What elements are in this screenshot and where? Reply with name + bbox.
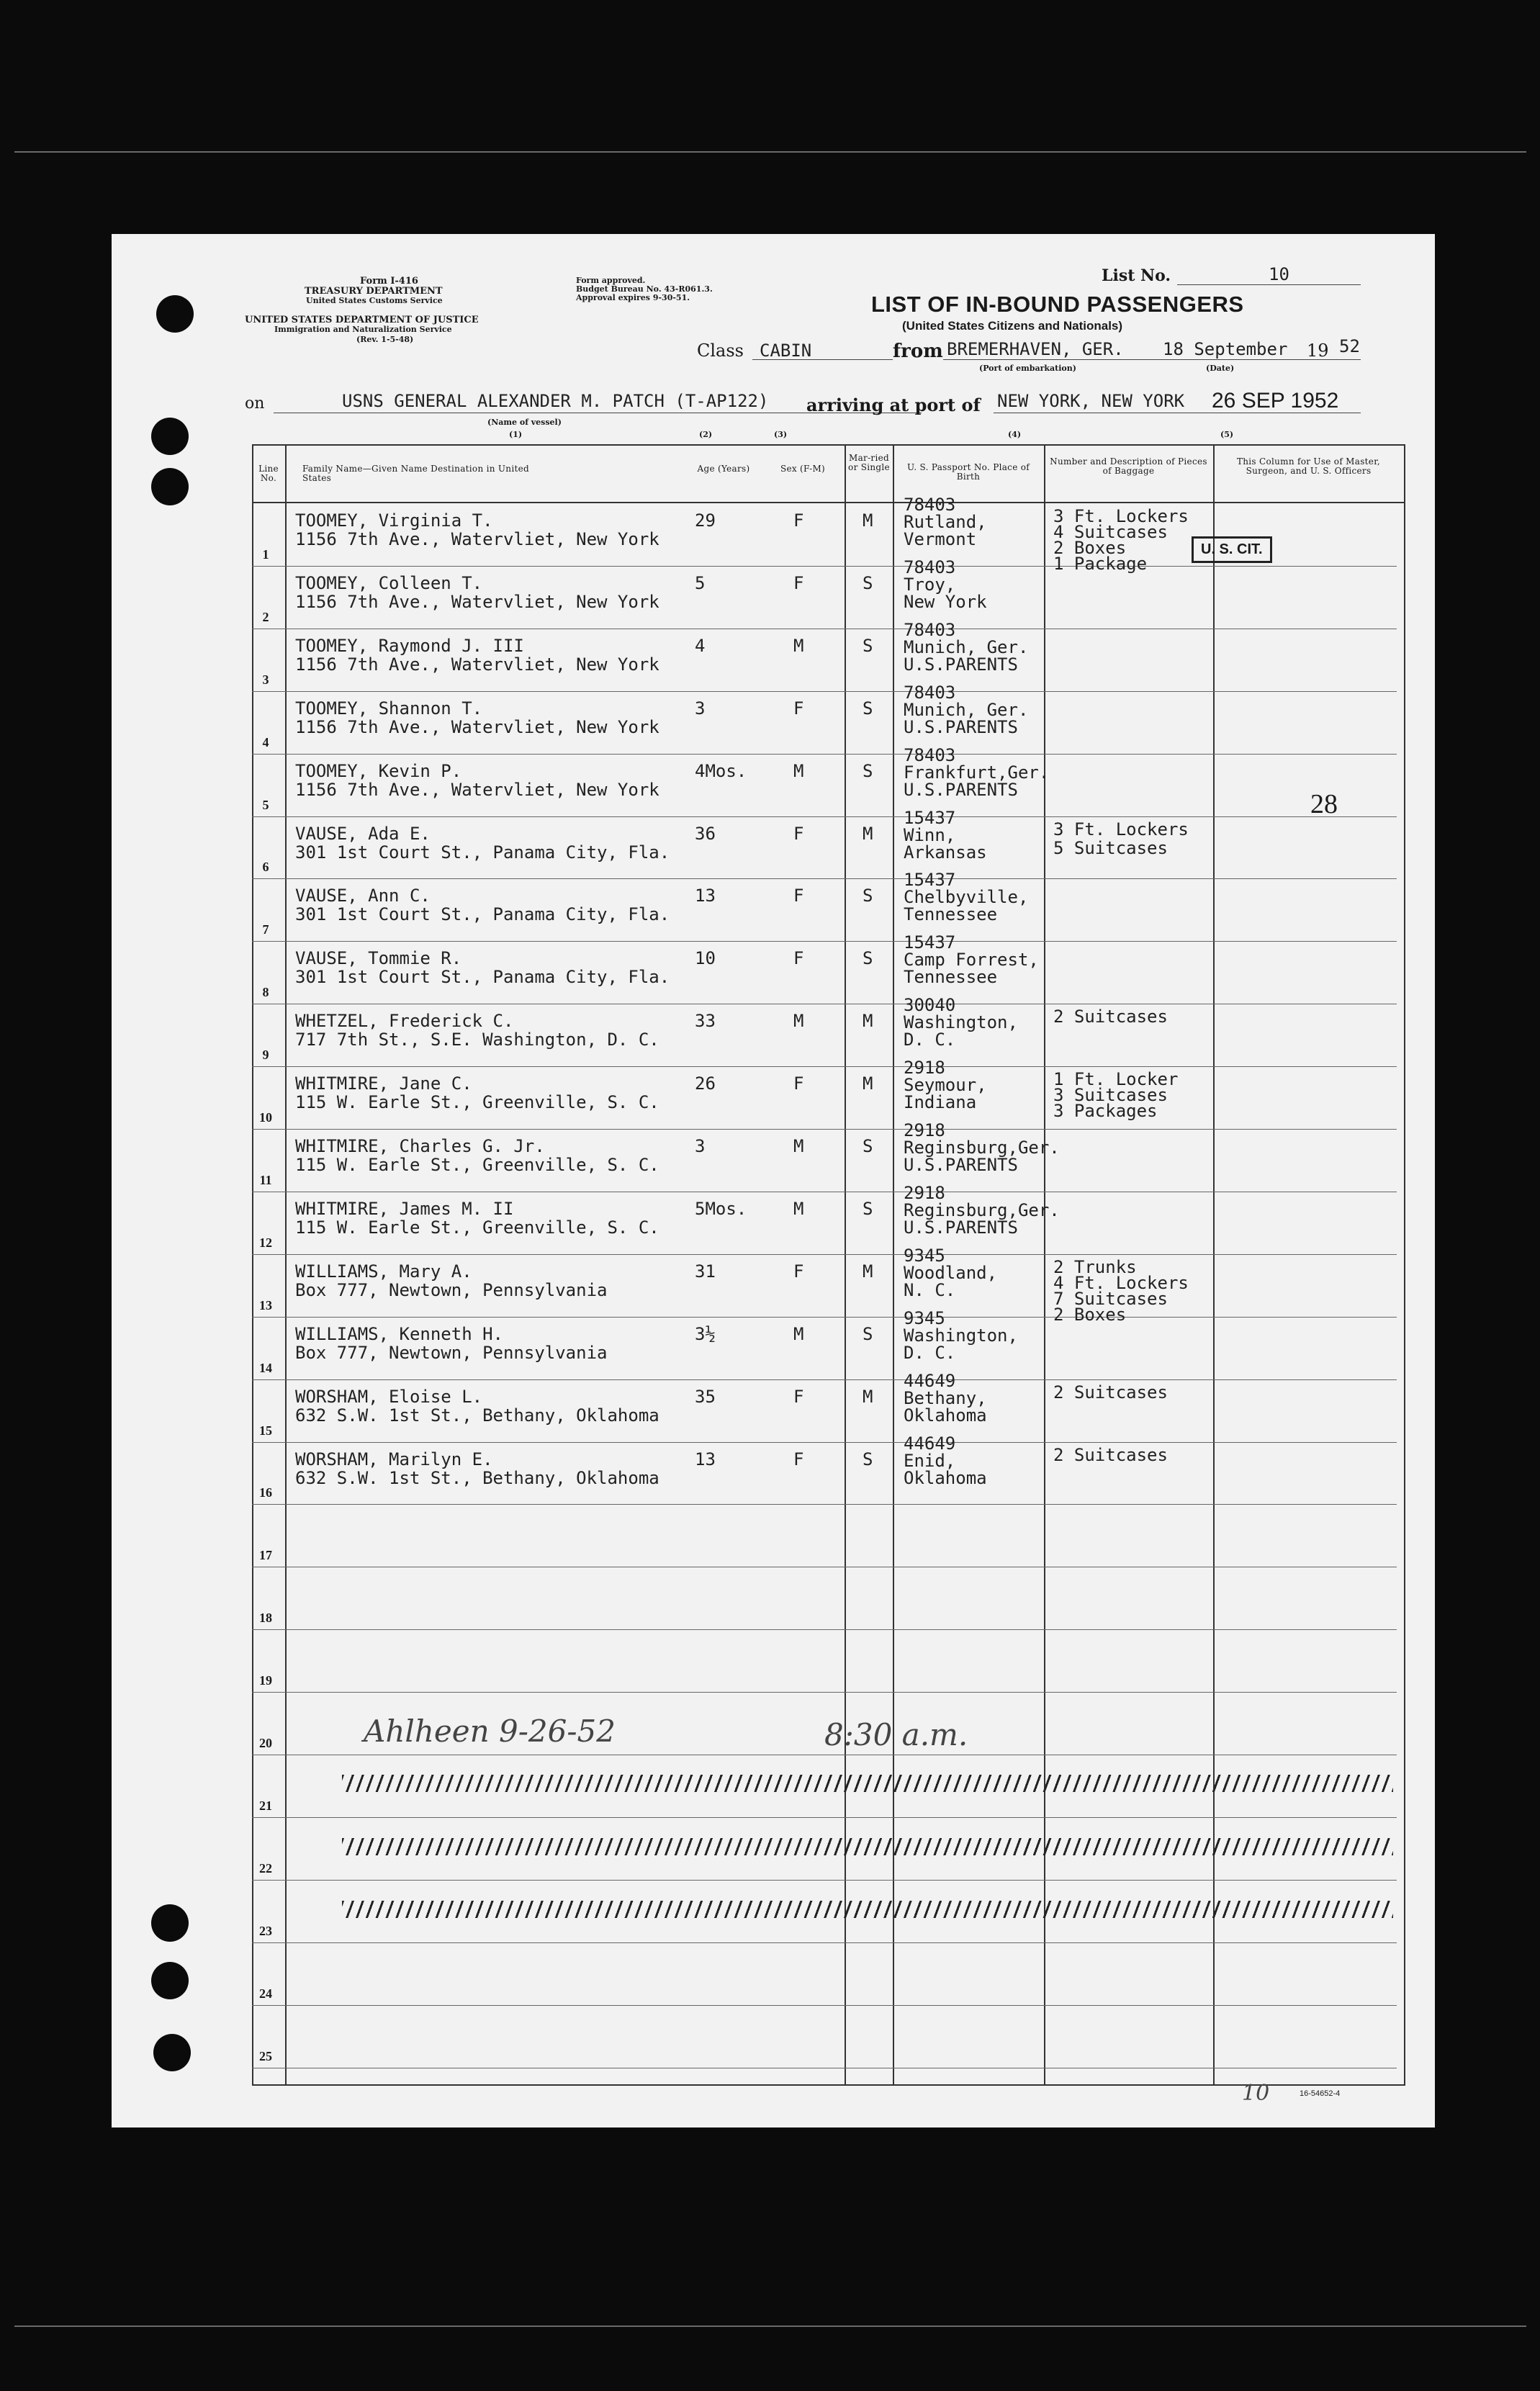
- line-number: 3: [262, 672, 269, 687]
- marital-status: M: [863, 824, 873, 844]
- line-number: 25: [259, 2049, 272, 2063]
- row-divider: [252, 1254, 1397, 1255]
- passport-number: 15437: [904, 932, 956, 953]
- class-value: CABIN: [760, 341, 812, 361]
- row-divider: [252, 2005, 1397, 2006]
- marital-status: S: [863, 698, 873, 719]
- passenger-name: VAUSE, Tommie R.: [295, 948, 462, 968]
- passport-number: 44649: [904, 1371, 956, 1391]
- passenger-address: 115 W. Earle St., Greenville, S. C.: [295, 1217, 659, 1238]
- row-divider: [252, 1442, 1397, 1443]
- birth-place: Woodland,: [904, 1263, 998, 1283]
- list-no-label: List No.: [1102, 266, 1171, 285]
- passenger-sex: M: [793, 1136, 804, 1156]
- punch-hole: [153, 2034, 191, 2071]
- passenger-age: 13: [695, 886, 716, 906]
- col-num-3: (3): [774, 430, 788, 439]
- passenger-sex: F: [793, 1261, 804, 1282]
- birth-place-detail: Vermont: [904, 529, 977, 549]
- passenger-address: 1156 7th Ave., Watervliet, New York: [295, 529, 659, 549]
- corner-number: 10: [1242, 2081, 1270, 2106]
- cancel-hatch-line-18: [342, 1838, 1393, 1855]
- passport-number: 2918: [904, 1120, 945, 1140]
- header-married: Mar-ried or Single: [848, 453, 890, 472]
- birth-place-detail: Oklahoma: [904, 1468, 987, 1488]
- birth-place: Reginsburg,Ger.: [904, 1200, 1060, 1220]
- passenger-sex: M: [793, 761, 804, 781]
- line-number: 16: [259, 1485, 272, 1500]
- marital-status: S: [863, 886, 873, 906]
- birth-place: Bethany,: [904, 1388, 987, 1408]
- passenger-age: 3: [695, 698, 706, 719]
- header-name: Family Name—Given Name Destination in United States: [302, 464, 529, 483]
- birth-place: Camp Forrest,: [904, 950, 1039, 970]
- birth-place-detail: U.S.PARENTS: [904, 1155, 1018, 1175]
- passport-number: 44649: [904, 1433, 956, 1454]
- ins-service: Immigration and Naturalization Service: [274, 325, 452, 334]
- passenger-age: 33: [695, 1011, 716, 1031]
- passenger-sex: F: [793, 1387, 804, 1407]
- line-number: 6: [262, 860, 269, 874]
- marital-status: S: [863, 1199, 873, 1219]
- baggage-item: 2 Boxes: [1053, 538, 1127, 558]
- passenger-age: 3½: [695, 1324, 716, 1344]
- line-number: 13: [259, 1298, 272, 1312]
- row-divider: [252, 691, 1397, 692]
- row-divider: [252, 566, 1397, 567]
- passenger-table: [245, 234, 1400, 2120]
- punch-hole: [151, 468, 189, 505]
- marital-status: S: [863, 1136, 873, 1156]
- passenger-name: TOOMEY, Virginia T.: [295, 510, 493, 531]
- passenger-name: TOOMEY, Raymond J. III: [295, 636, 524, 656]
- line-number: 22: [259, 1861, 272, 1876]
- baggage-item: 3 Ft. Lockers: [1053, 506, 1189, 526]
- row-divider: [252, 1317, 1397, 1318]
- passport-number: 30040: [904, 995, 956, 1015]
- passenger-address: 301 1st Court St., Panama City, Fla.: [295, 842, 670, 863]
- passenger-address: Box 777, Newtown, Pennsylvania: [295, 1343, 608, 1363]
- marital-status: S: [863, 573, 873, 593]
- line-number: 12: [259, 1235, 272, 1250]
- passport-number: 15437: [904, 808, 956, 828]
- passenger-name: WORSHAM, Eloise L.: [295, 1387, 483, 1407]
- table-bottom-border: [252, 2084, 1404, 2086]
- embarkation-date: 18 September: [1163, 339, 1288, 359]
- birth-place-detail: Oklahoma: [904, 1405, 987, 1426]
- passenger-address: 115 W. Earle St., Greenville, S. C.: [295, 1155, 659, 1175]
- passenger-name: WHETZEL, Frederick C.: [295, 1011, 514, 1031]
- treasury-dept: TREASURY DEPARTMENT: [305, 286, 443, 297]
- birth-place-detail: U.S.PARENTS: [904, 654, 1018, 675]
- arriving-label: arriving at port of: [806, 395, 981, 415]
- passenger-sex: F: [793, 1449, 804, 1469]
- passenger-age: 13: [695, 1449, 716, 1469]
- col-num-2: (2): [699, 430, 713, 439]
- passenger-age: 35: [695, 1387, 716, 1407]
- birth-place: Seymour,: [904, 1075, 987, 1095]
- passenger-name: VAUSE, Ada E.: [295, 824, 431, 844]
- line-number: 11: [259, 1173, 272, 1187]
- punch-hole: [151, 1904, 189, 1942]
- passenger-address: 632 S.W. 1st St., Bethany, Oklahoma: [295, 1468, 659, 1488]
- passenger-name: TOOMEY, Shannon T.: [295, 698, 483, 719]
- passport-number: 78403: [904, 557, 956, 577]
- margin-count: 28: [1310, 789, 1338, 819]
- birth-place-detail: Arkansas: [904, 842, 987, 863]
- birth-place: Winn,: [904, 825, 956, 845]
- birth-place-detail: Indiana: [904, 1092, 977, 1112]
- passport-number: 78403: [904, 745, 956, 765]
- year-prefix: 19: [1307, 341, 1329, 361]
- form-approved: Form approved.: [576, 276, 646, 285]
- column-divider: [1404, 444, 1405, 2086]
- baggage-item: 2 Trunks: [1053, 1257, 1137, 1277]
- passenger-manifest-page: [112, 234, 1435, 2127]
- passenger-age: 4Mos.: [695, 761, 747, 781]
- passenger-sex: F: [793, 948, 804, 968]
- passenger-sex: F: [793, 698, 804, 719]
- passport-number: 2918: [904, 1058, 945, 1078]
- marital-status: S: [863, 948, 873, 968]
- port-embarkation-caption: (Port of embarkation): [979, 364, 1076, 373]
- marital-status: M: [863, 1261, 873, 1282]
- line-number: 10: [259, 1110, 272, 1125]
- line-number: 23: [259, 1924, 272, 1938]
- us-citizen-stamp: U. S. CIT.: [1192, 536, 1272, 563]
- birth-place-detail: U.S.PARENTS: [904, 780, 1018, 800]
- passenger-sex: F: [793, 1073, 804, 1094]
- passenger-name: WHITMIRE, Charles G. Jr.: [295, 1136, 545, 1156]
- birth-place-detail: Tennessee: [904, 904, 998, 924]
- passport-number: 2918: [904, 1183, 945, 1203]
- row-divider: [252, 1817, 1397, 1818]
- passenger-age: 3: [695, 1136, 706, 1156]
- passenger-name: TOOMEY, Colleen T.: [295, 573, 483, 593]
- baggage-item: 2 Suitcases: [1053, 1445, 1168, 1465]
- passport-number: 15437: [904, 870, 956, 890]
- line-number: 24: [259, 1986, 272, 2001]
- cancel-hatch-line-17: [342, 1775, 1393, 1792]
- row-divider: [252, 816, 1397, 817]
- birth-place-detail: D. C.: [904, 1030, 956, 1050]
- line-number: 17: [259, 1548, 272, 1562]
- birth-place-detail: N. C.: [904, 1280, 956, 1300]
- row-divider: [252, 878, 1397, 879]
- birth-place: Munich, Ger.: [904, 637, 1029, 657]
- revision: (Rev. 1-5-48): [356, 335, 414, 344]
- line-number: 1: [262, 547, 269, 562]
- col-num-1: (1): [509, 430, 523, 439]
- baggage-item: 3 Ft. Lockers: [1053, 819, 1189, 839]
- table-top-border: [252, 444, 1404, 446]
- birth-place: Reginsburg,Ger.: [904, 1138, 1060, 1158]
- customs-service: United States Customs Service: [306, 296, 443, 305]
- row-divider: [252, 1379, 1397, 1380]
- line-number: 21: [259, 1798, 272, 1813]
- passenger-name: WILLIAMS, Mary A.: [295, 1261, 472, 1282]
- line-number: 8: [262, 985, 269, 999]
- birth-place-detail: U.S.PARENTS: [904, 717, 1018, 737]
- line-number: 15: [259, 1423, 272, 1438]
- arrival-date-stamp: 26 SEP 1952: [1212, 389, 1339, 413]
- passport-number: 78403: [904, 495, 956, 515]
- passenger-address: 115 W. Earle St., Greenville, S. C.: [295, 1092, 659, 1112]
- passport-number: 78403: [904, 620, 956, 640]
- baggage-item: 4 Ft. Lockers: [1053, 1273, 1189, 1293]
- year-suffix: 52: [1339, 336, 1360, 356]
- passenger-name: WHITMIRE, Jane C.: [295, 1073, 472, 1094]
- class-label: Class: [697, 341, 744, 361]
- marital-status: M: [863, 1011, 873, 1031]
- line-number: 18: [259, 1611, 272, 1625]
- passenger-sex: M: [793, 636, 804, 656]
- passenger-name: VAUSE, Ann C.: [295, 886, 431, 906]
- header-sex: Sex (F-M): [780, 464, 826, 474]
- scan-edge-line: [14, 151, 1526, 153]
- line-number: 20: [259, 1736, 272, 1750]
- header-age: Age (Years): [697, 464, 750, 474]
- row-divider: [252, 1504, 1397, 1505]
- passenger-age: 31: [695, 1261, 716, 1282]
- port-arrival: NEW YORK, NEW YORK: [997, 391, 1185, 411]
- marital-status: S: [863, 636, 873, 656]
- passenger-address: 301 1st Court St., Panama City, Fla.: [295, 967, 670, 987]
- passenger-sex: M: [793, 1324, 804, 1344]
- passenger-sex: F: [793, 510, 804, 531]
- baggage-item: 2 Suitcases: [1053, 1382, 1168, 1402]
- birth-place-detail: Tennessee: [904, 967, 998, 987]
- marital-status: M: [863, 1073, 873, 1094]
- inspection-time: 8:30 a.m.: [824, 1717, 968, 1752]
- footer-code: 16-54652-4: [1300, 2089, 1341, 2098]
- birth-place-detail: New York: [904, 592, 987, 612]
- passenger-address: 717 7th St., S.E. Washington, D. C.: [295, 1030, 659, 1050]
- cancel-hatch-line-19: [342, 1901, 1393, 1918]
- marital-status: M: [863, 510, 873, 531]
- baggage-item: 7 Suitcases: [1053, 1289, 1168, 1309]
- from-label: from: [893, 341, 943, 362]
- punch-hole: [151, 1962, 189, 1999]
- passenger-address: 1156 7th Ave., Watervliet, New York: [295, 780, 659, 800]
- line-number: 14: [259, 1361, 272, 1375]
- passenger-address: 632 S.W. 1st St., Bethany, Oklahoma: [295, 1405, 659, 1426]
- baggage-item: 4 Suitcases: [1053, 522, 1168, 542]
- col-num-4: (4): [1008, 430, 1022, 439]
- row-divider: [252, 1880, 1397, 1881]
- header-officers: This Column for Use of Master, Surgeon, and U. S. Officers: [1236, 456, 1381, 476]
- passenger-address: Box 777, Newtown, Pennsylvania: [295, 1280, 608, 1300]
- line-number: 9: [262, 1048, 269, 1062]
- passenger-sex: M: [793, 1199, 804, 1219]
- birth-place-detail: U.S.PARENTS: [904, 1217, 1018, 1238]
- manifest-title: LIST OF IN-BOUND PASSENGERS: [871, 292, 1244, 317]
- marital-status: S: [863, 761, 873, 781]
- passenger-age: 5Mos.: [695, 1199, 747, 1219]
- passenger-name: WHITMIRE, James M. II: [295, 1199, 514, 1219]
- birth-place: Chelbyville,: [904, 887, 1029, 907]
- justice-dept: UNITED STATES DEPARTMENT OF JUSTICE: [245, 315, 479, 325]
- row-divider: [252, 1129, 1397, 1130]
- passenger-address: 1156 7th Ave., Watervliet, New York: [295, 654, 659, 675]
- passport-number: 9345: [904, 1308, 945, 1328]
- punch-hole: [151, 418, 189, 455]
- birth-place: Washington,: [904, 1012, 1018, 1032]
- on-label: on: [245, 395, 265, 413]
- passenger-age: 29: [695, 510, 716, 531]
- passenger-age: 5: [695, 573, 706, 593]
- birth-place: Frankfurt,Ger.: [904, 762, 1050, 783]
- column-divider: [252, 444, 253, 2086]
- passenger-age: 4: [695, 636, 706, 656]
- approval-expires: Approval expires 9-30-51.: [576, 293, 690, 302]
- baggage-item: 3 Suitcases: [1053, 1085, 1168, 1105]
- header-passport: U. S. Passport No. Place of Birth: [907, 462, 1030, 482]
- passenger-address: 1156 7th Ave., Watervliet, New York: [295, 717, 659, 737]
- marital-status: S: [863, 1449, 873, 1469]
- baggage-item: 1 Ft. Locker: [1053, 1069, 1179, 1089]
- line-number: 2: [262, 610, 269, 624]
- row-divider: [252, 1066, 1397, 1067]
- vessel-name: USNS GENERAL ALEXANDER M. PATCH (T-AP122): [342, 391, 769, 411]
- passenger-age: 36: [695, 824, 716, 844]
- passport-number: 78403: [904, 683, 956, 703]
- column-divider: [285, 444, 287, 2086]
- line-number: 7: [262, 922, 269, 937]
- list-no-value: 10: [1269, 264, 1289, 284]
- date-caption: (Date): [1206, 364, 1235, 373]
- birth-place: Rutland,: [904, 512, 987, 532]
- marital-status: S: [863, 1324, 873, 1344]
- passenger-name: TOOMEY, Kevin P.: [295, 761, 462, 781]
- passenger-sex: F: [793, 824, 804, 844]
- passport-number: 9345: [904, 1246, 945, 1266]
- header-line-no: Line No.: [258, 464, 279, 483]
- passenger-name: WILLIAMS, Kenneth H.: [295, 1324, 503, 1344]
- passenger-age: 26: [695, 1073, 716, 1094]
- inspector-signature: Ahlheen 9-26-52: [364, 1714, 616, 1749]
- marital-status: M: [863, 1387, 873, 1407]
- vessel-caption: (Name of vessel): [487, 418, 562, 427]
- form-number: Form I-416: [360, 276, 418, 287]
- row-divider: [252, 754, 1397, 755]
- passenger-name: WORSHAM, Marilyn E.: [295, 1449, 493, 1469]
- passenger-age: 10: [695, 948, 716, 968]
- port-embarkation: BREMERHAVEN, GER.: [947, 339, 1124, 359]
- birth-place: Munich, Ger.: [904, 700, 1029, 720]
- manifest-subtitle: (United States Citizens and Nationals): [902, 319, 1123, 333]
- passenger-sex: M: [793, 1011, 804, 1031]
- line-number: 5: [262, 798, 269, 812]
- row-divider: [252, 1629, 1397, 1630]
- birth-place: Washington,: [904, 1325, 1018, 1346]
- passenger-address: 1156 7th Ave., Watervliet, New York: [295, 592, 659, 612]
- row-divider: [252, 1692, 1397, 1693]
- passenger-sex: F: [793, 886, 804, 906]
- baggage-item: 2 Boxes: [1053, 1305, 1127, 1325]
- birth-place: Enid,: [904, 1451, 956, 1471]
- punch-hole: [156, 295, 194, 333]
- scan-edge-line: [14, 2325, 1526, 2327]
- passenger-address: 301 1st Court St., Panama City, Fla.: [295, 904, 670, 924]
- baggage-item: 5 Suitcases: [1053, 838, 1168, 858]
- baggage-item: 1 Package: [1053, 554, 1148, 574]
- birth-place: Troy,: [904, 575, 956, 595]
- col-num-5: (5): [1220, 430, 1234, 439]
- baggage-item: 3 Packages: [1053, 1101, 1158, 1121]
- baggage-item: 2 Suitcases: [1053, 1007, 1168, 1027]
- header-baggage: Number and Description of Pieces of Baggage: [1050, 456, 1207, 476]
- row-divider: [252, 1942, 1397, 1943]
- budget-bureau: Budget Bureau No. 43-R061.3.: [576, 284, 713, 294]
- birth-place-detail: D. C.: [904, 1343, 956, 1363]
- header-bottom-border: [252, 502, 1404, 503]
- line-number: 19: [259, 1673, 272, 1688]
- line-number: 4: [262, 735, 269, 749]
- passenger-sex: F: [793, 573, 804, 593]
- row-divider: [252, 941, 1397, 942]
